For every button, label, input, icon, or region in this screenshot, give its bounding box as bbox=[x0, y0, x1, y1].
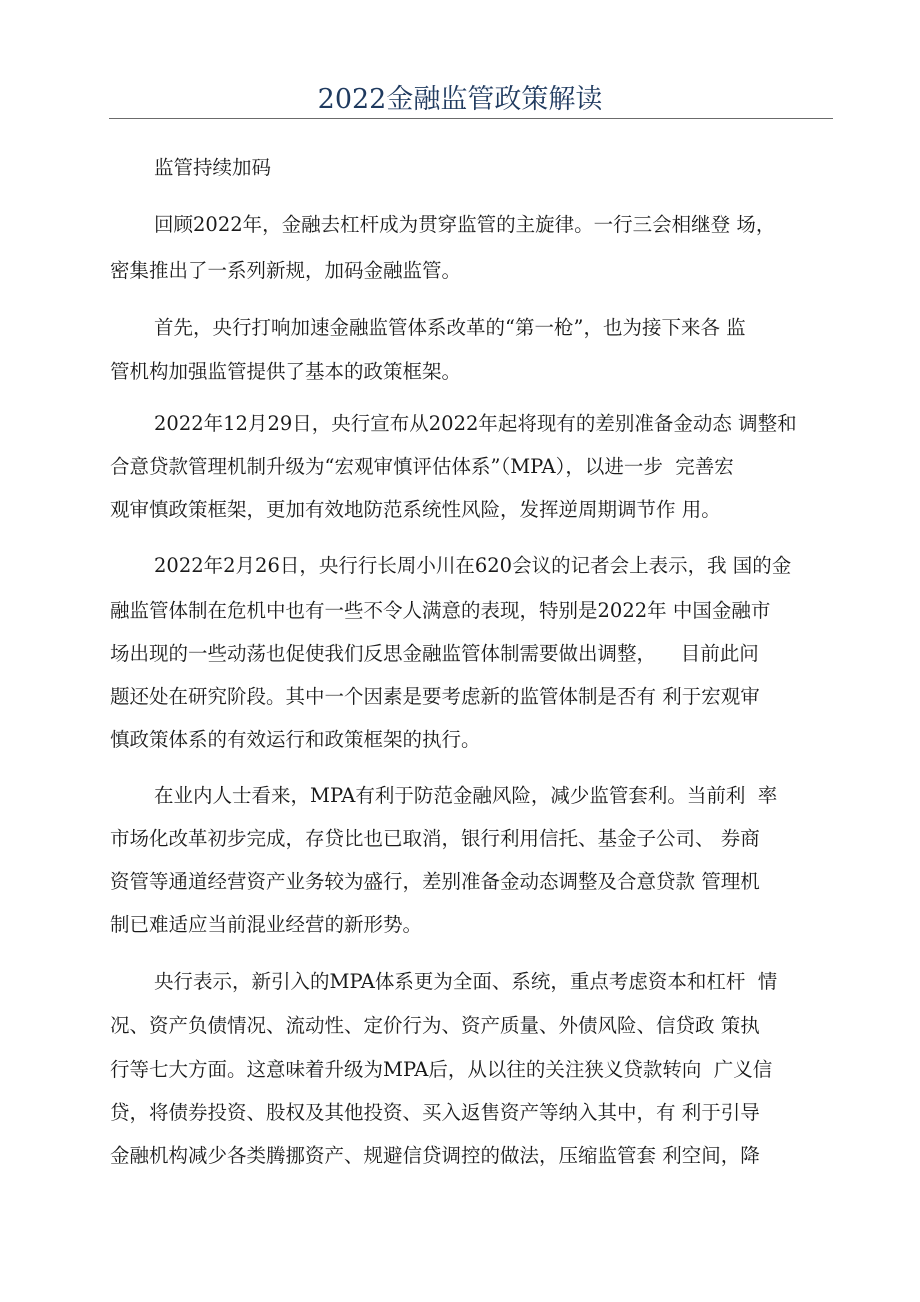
paragraph-line: 央行表示，新引入的MPA体系更为全面、系统，重点考虑资本和杠杆 情 bbox=[154, 970, 778, 993]
paragraph-line: 密集推出了一系列新规，加码金融监管。 bbox=[110, 259, 462, 282]
paragraph-line: 况、资产负债情况、流动性、定价行为、资产质量、外债风险、信贷政 策执 bbox=[110, 1014, 760, 1037]
document-title: 2022金融监管政策解读 bbox=[317, 84, 603, 115]
paragraph-line: 回顾2022年，金融去杠杆成为贯穿监管的主旋律。一行三会相继登 场， bbox=[154, 213, 776, 236]
paragraph-line: 2022年12月29日，央行宣布从2022年起将现有的差别准备金动态 调整和 bbox=[154, 412, 797, 435]
paragraph-line: 2022年2月26日，央行行长周小川在620会议的记者会上表示，我 国的金 bbox=[154, 554, 792, 577]
paragraph-line: 贷，将债券投资、股权及其他投资、买入返售资产等纳入其中，有 利于引导 bbox=[110, 1101, 760, 1124]
paragraph-line: 金融机构减少各类腾挪资产、规避信贷调控的做法，压缩监管套 利空间，降 bbox=[110, 1144, 760, 1167]
paragraph-line: 慎政策体系的有效运行和政策框架的执行。 bbox=[110, 728, 481, 751]
paragraph-line: 市场化改革初步完成，存贷比也已取消，银行利用信托、基金子公司、 券商 bbox=[110, 827, 760, 850]
section-heading: 监管持续加码 bbox=[154, 156, 272, 179]
paragraph-line: 在业内人士看来，MPA有利于防范金融风险，减少监管套利。当前利 率 bbox=[154, 784, 778, 807]
paragraph-line: 制已难适应当前混业经营的新形势。 bbox=[110, 913, 423, 936]
paragraph-line: 合意贷款管理机制升级为“宏观审慎评估体系”（MPA），以进一步 完善宏 bbox=[110, 455, 734, 478]
paragraph-line: 观审慎政策框架，更加有效地防范系统性风险，发挥逆周期调节作 用。 bbox=[110, 498, 721, 521]
paragraph-line: 题还处在研究阶段。其中一个因素是要考虑新的监管体制是否有 利于宏观审 bbox=[110, 685, 760, 708]
paragraph-line: 融监管体制在危机中也有一些不令人满意的表现，特别是2022年 中国金融市 bbox=[110, 599, 771, 622]
paragraph-line: 首先，央行打响加速金融监管体系改革的“第一枪”，也为接下来各 监 bbox=[154, 316, 746, 339]
paragraph-line: 资管等通道经营资产业务较为盛行，差别准备金动态调整及合意贷款 管理机 bbox=[110, 870, 760, 893]
paragraph-line: 行等七大方面。这意味着升级为MPA后，从以往的关注狭义贷款转向 广义信 bbox=[110, 1058, 773, 1081]
title-divider bbox=[109, 118, 833, 119]
paragraph-line: 管机构加强监管提供了基本的政策框架。 bbox=[110, 360, 462, 383]
paragraph-line: 场出现的一些动荡也促使我们反思金融监管体制需要做出调整， 目前此问 bbox=[110, 642, 759, 665]
